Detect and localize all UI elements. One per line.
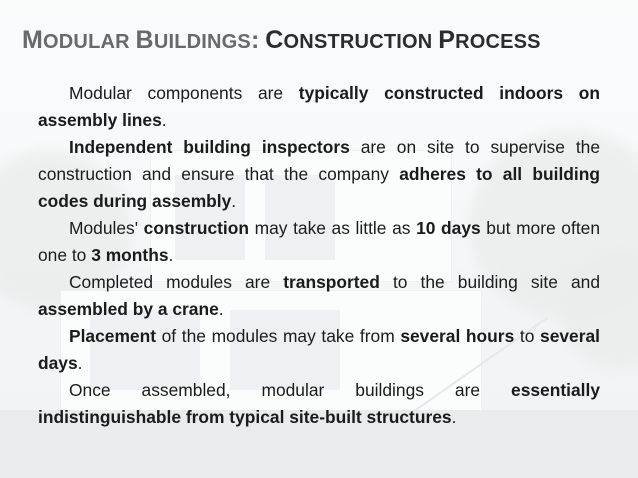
body-text: Once assembled, modular buildings are: [69, 380, 512, 400]
title-part-construction: [265, 26, 433, 54]
title-smallcaps: ROCESS: [455, 31, 541, 53]
body-text: Completed modules are: [69, 272, 284, 292]
body-text: .: [161, 110, 167, 130]
bold-text: assembled by a crane: [38, 299, 219, 319]
body-text: to the building site and: [379, 272, 600, 292]
title-initial: C: [265, 26, 284, 54]
title-initial: P: [438, 26, 456, 54]
slide-title: [22, 26, 541, 55]
body-paragraph: [38, 377, 600, 431]
title-part-modular: [22, 26, 130, 54]
body-text: may take as little as: [248, 218, 417, 238]
bold-text: several days: [38, 326, 600, 373]
body-paragraph: [38, 323, 600, 377]
bold-text: Independent building inspectors: [69, 137, 350, 157]
body-text: .: [218, 299, 224, 319]
body-text: .: [231, 191, 237, 211]
body-paragraph: [38, 80, 600, 134]
bold-text: typically constructed indoors on assembly lines: [38, 83, 600, 130]
title-colon: :: [250, 26, 260, 54]
body-text: Modular components are: [69, 83, 299, 103]
slide-body: [38, 80, 600, 431]
bold-text: Placement: [69, 326, 156, 346]
body-text: of the modules may take from: [156, 326, 401, 346]
bold-text: 3 months: [91, 245, 169, 265]
body-paragraph: [38, 269, 600, 323]
body-text: are on site to supervise the construction and ensure that the company: [38, 137, 600, 184]
body-text: Modules': [69, 218, 144, 238]
bold-text: adheres to all building codes during assembly: [38, 164, 600, 211]
bold-text: transported: [283, 272, 380, 292]
body-paragraph: [38, 215, 600, 269]
body-text: .: [77, 353, 83, 373]
bold-text: 10 days: [416, 218, 481, 238]
body-text: to: [514, 326, 541, 346]
title-smallcaps: UILDINGS: [153, 31, 251, 53]
body-text: but more often one to: [38, 218, 600, 265]
title-initial: M: [22, 26, 44, 54]
title-smallcaps: ONSTRUCTION: [283, 31, 433, 53]
body-text: .: [168, 245, 174, 265]
title-part-process: [438, 26, 541, 54]
body-paragraph: [38, 134, 600, 215]
bold-text: construction: [143, 218, 249, 238]
title-initial: B: [135, 26, 154, 54]
bold-text: essentially indistinguishable from typical site-built structures: [38, 380, 600, 427]
title-part-buildings: [135, 26, 260, 54]
title-smallcaps: ODULAR: [43, 31, 130, 53]
bold-text: several hours: [400, 326, 515, 346]
body-text: .: [451, 407, 457, 427]
